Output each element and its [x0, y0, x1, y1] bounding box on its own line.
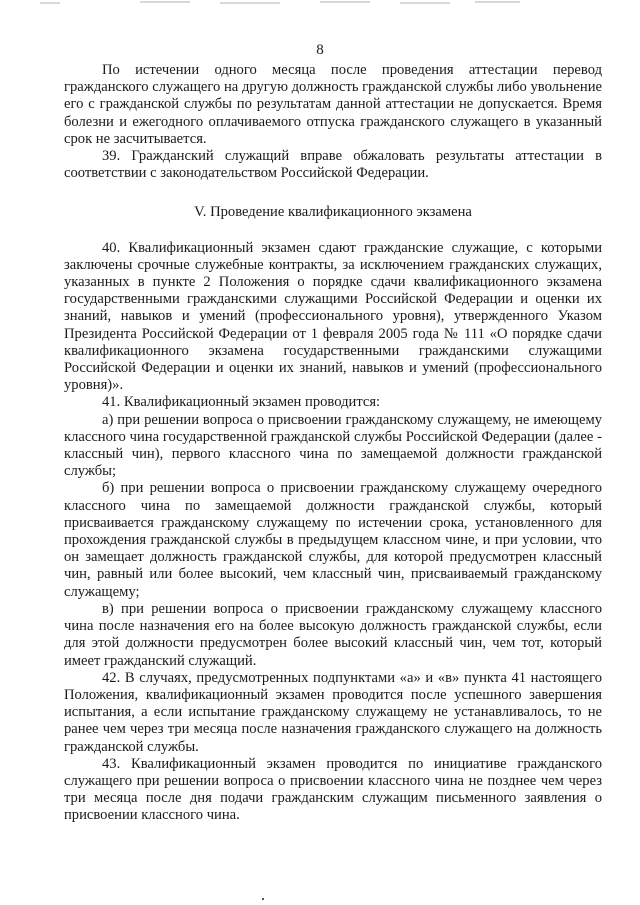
paragraph-42: 42. В случаях, предусмотренных подпунктами «а» и «в» пункта 41 настоящего Положения, квалификационный экзамен проводится после успешного завершения испытания, а если испытание гражданскому служащему не устанавливалось, то не ранее чем через три месяца после назначения гражданского служащего на должность гражданской службы. [64, 669, 602, 755]
paragraph-intro: По истечении одного месяца после проведения аттестации перевод гражданского служащего на другую должность гражданской службы либо увольнение его с гражданской службы по результатам данной аттестации не допускается. Время болезни и ежегодного оплачиваемого отпуска гражданского служащего в указанный срок не засчитывается. [64, 62, 602, 147]
page-number: 8 [316, 42, 324, 58]
scan-speck [262, 898, 264, 900]
paragraph-40: 40. Квалификационный экзамен сдают гражданские служащие, с которыми заключены срочные служебные контракты, за исключением гражданских служащих, указанных в пункте 2 Положения о порядке сдачи квалификационного экзамена государственными гражданскими служащими Российской Федерации и оценки их знаний, навыков и умений (профессионального уровня), утвержденного Указом Президента Российской Федерации от 1 февраля 2005 года № 111 «О порядке сдачи квалификационного экзамена государственными гражданскими служащими Российской Федерации и оценки их знаний, навыков и умений (профессионального уровня)». [64, 239, 602, 394]
paragraph-41b: б) при решении вопроса о присвоении гражданскому служащему очередного классного чина по замещаемой должности гражданской службы, который присваивается гражданскому служащему по истечении срока, установленного для прохождения гражданской службы в предыдущем классном чине, и при условии, что он замещает должность гражданской службы, для которой предусмотрен классный чин, равный или более высокий, чем классный чин, присваиваемый гражданскому служащему; [64, 480, 602, 600]
paragraph-43: 43. Квалификационный экзамен проводится по инициативе гражданского служащего при решении вопроса о присвоении классного чина не позднее чем через три месяца после дня подачи гражданским служащим письменного заявления о присвоении классного чина. [64, 755, 602, 824]
section-heading: V. Проведение квалификационного экзамена [194, 204, 472, 221]
paragraph-41: 41. Квалификационный экзамен проводится: [102, 394, 381, 411]
document-body [64, 62, 602, 825]
paragraph-41a: а) при решении вопроса о присвоении гражданскому служащему, не имеющему классного чина государственной гражданской службы Российской Федерации (далее - классный чин), первого классного чина по замещаемой должности гражданской службы; [64, 411, 602, 480]
paragraph-39: 39. Гражданский служащий вправе обжаловать результаты аттестации в соответствии с законодательством Российской Федерации. [64, 148, 602, 182]
scan-artifact-marks [20, 0, 620, 6]
paragraph-41v: в) при решении вопроса о присвоении гражданскому служащему классного чина после назначения его на более высокую должность гражданской службы, если для этой должности предусмотрен более высокий классный чин, чем тот, который имеет гражданский служащий. [64, 600, 602, 669]
